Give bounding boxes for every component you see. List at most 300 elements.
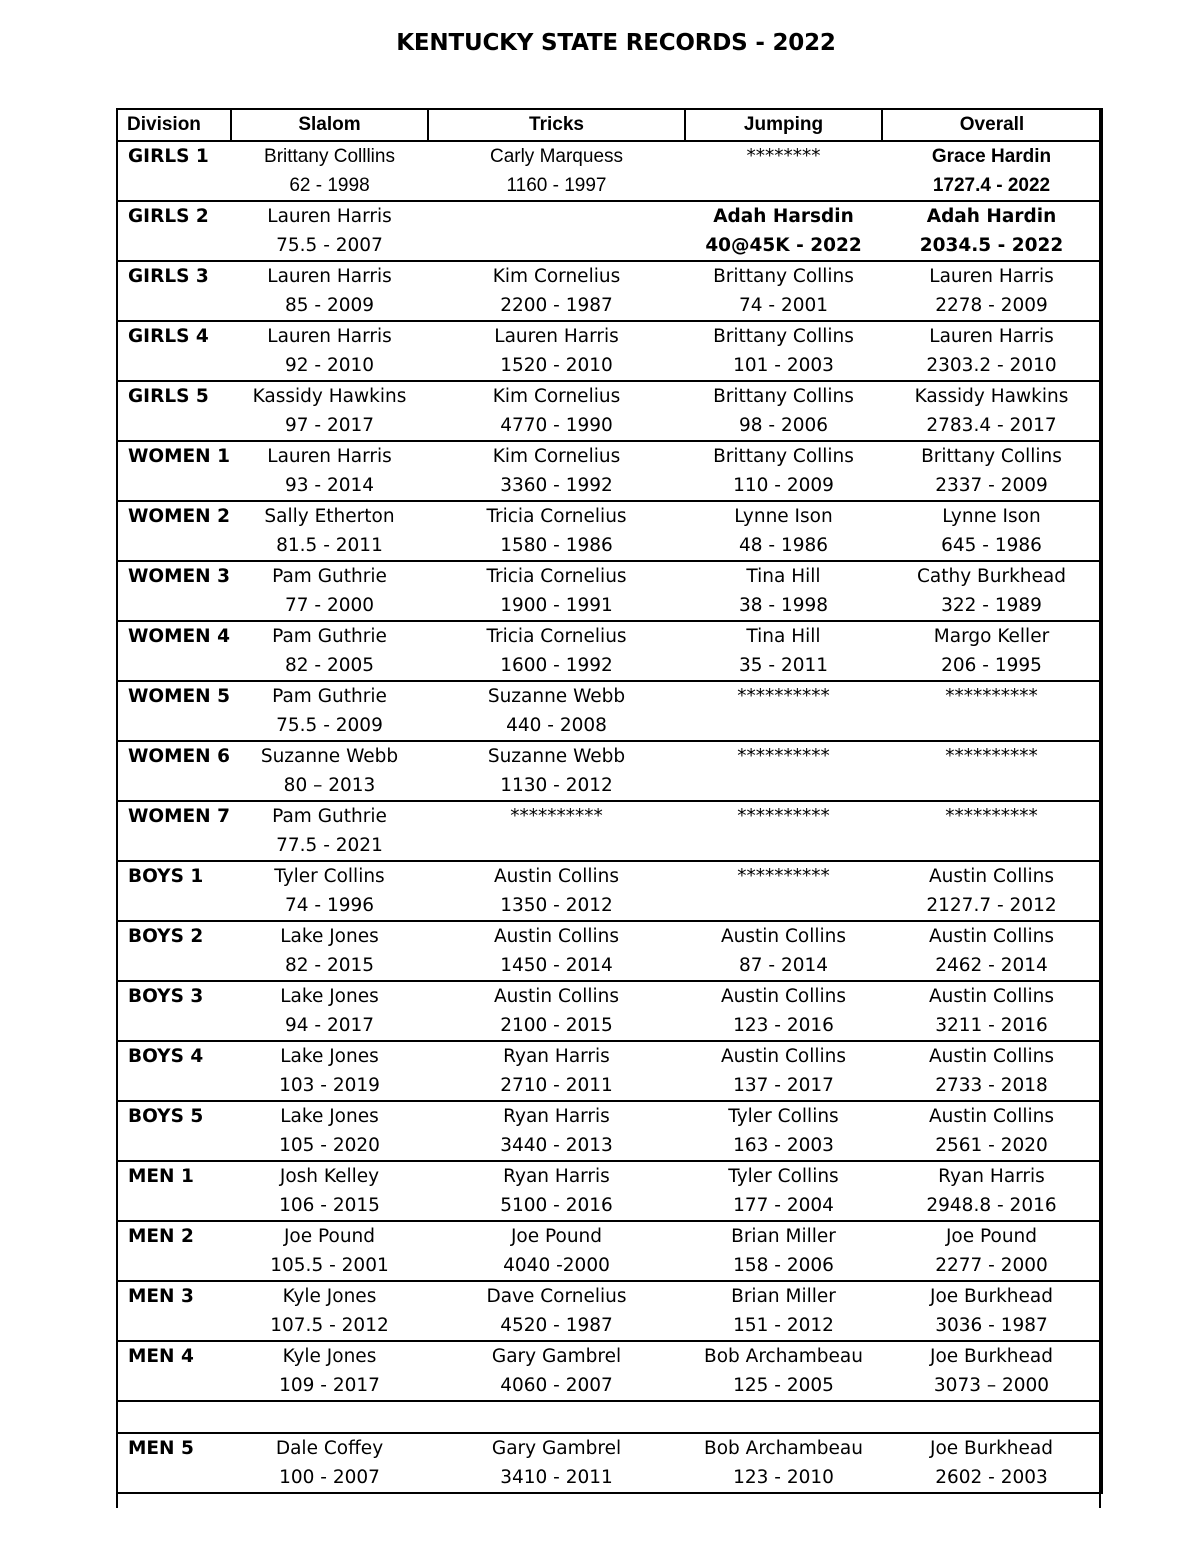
header-overall: Overall [882,109,1102,141]
slalom-cell [231,1101,428,1161]
jumping-cell [685,261,882,321]
tricks-holder [428,202,685,231]
overall-cell [882,621,1102,681]
jumping-score: 48 - 1986 [738,535,829,556]
table-row [117,801,1102,861]
tricks-holder: Austin Collins [493,986,620,1007]
jumping-score [685,711,882,740]
slalom-cell [231,981,428,1041]
tricks-holder: Tricia Cornelius [486,626,627,647]
tricks-score: 4770 - 1990 [500,415,613,436]
tricks-score: 4520 - 1987 [500,1315,613,1336]
slalom-cell [231,801,428,861]
slalom-score: 105 - 2020 [279,1135,380,1156]
tricks-cell [428,1041,685,1101]
slalom-score: 75.5 - 2007 [276,235,383,256]
overall-holder: ********** [945,746,1038,767]
tricks-cell [428,141,685,201]
tricks-holder: Ryan Harris [503,1106,610,1127]
jumping-cell [685,141,882,201]
slalom-holder: Kyle Jones [282,1346,377,1367]
jumping-score: 74 - 2001 [738,295,829,316]
jumping-cell [685,741,882,801]
overall-score [882,711,1101,740]
tricks-holder: Kim Cornelius [492,446,621,467]
header-jumping: Jumping [685,109,882,141]
jumping-holder: Austin Collins [720,986,847,1007]
slalom-cell [231,321,428,381]
tricks-holder: Tricia Cornelius [486,506,627,527]
slalom-score: 100 - 2007 [279,1467,380,1488]
table-row [117,381,1102,441]
tricks-holder: Suzanne Webb [487,686,626,707]
jumping-holder: Tina Hill [746,626,821,647]
slalom-cell [231,1221,428,1281]
overall-cell [882,321,1102,381]
overall-cell [882,981,1102,1041]
slalom-cell [231,501,428,561]
jumping-holder: Bob Archambeau [704,1346,863,1367]
overall-score: 3073 – 2000 [933,1375,1050,1396]
tricks-score: 3410 - 2011 [500,1467,613,1488]
division-cell: BOYS 2 [117,921,231,981]
jumping-holder: ******** [746,146,821,167]
tricks-holder: Ryan Harris [503,1046,610,1067]
overall-cell [882,921,1102,981]
table-row [117,921,1102,981]
jumping-cell [685,1161,882,1221]
jumping-holder: Adah Harsdin [713,206,854,227]
jumping-cell [685,1221,882,1281]
jumping-cell [685,981,882,1041]
tricks-cell [428,201,685,261]
division-cell: WOMEN 7 [117,801,231,861]
tricks-cell [428,1161,685,1221]
overall-cell [882,1101,1102,1161]
jumping-score: 137 - 2017 [733,1075,834,1096]
tricks-score [428,231,685,260]
slalom-holder: Brittany Colllins [264,146,395,167]
tricks-cell [428,381,685,441]
overall-holder: Austin Collins [928,866,1055,887]
slalom-cell [231,681,428,741]
division-cell: WOMEN 6 [117,741,231,801]
tricks-holder: Dave Cornelius [486,1286,627,1307]
slalom-cell [231,1341,428,1401]
overall-score: 3036 - 1987 [935,1315,1048,1336]
division-cell: GIRLS 3 [117,261,231,321]
overall-cell [882,1341,1102,1401]
overall-cell [882,261,1102,321]
spacer-cell [882,1401,1102,1433]
tricks-score: 1520 - 2010 [500,355,613,376]
slalom-holder: Pam Guthrie [272,566,387,587]
overall-cell [882,561,1102,621]
jumping-cell [685,1433,882,1493]
tricks-score: 2100 - 2015 [500,1015,613,1036]
table-row [117,1101,1102,1161]
jumping-cell [685,681,882,741]
slalom-cell [231,1161,428,1221]
slalom-cell [231,741,428,801]
division-cell: WOMEN 1 [117,441,231,501]
overall-score: 322 - 1989 [941,595,1042,616]
slalom-score: 62 - 1998 [289,175,370,196]
overall-holder: Austin Collins [928,1106,1055,1127]
overall-holder: Cathy Burkhead [917,566,1066,587]
slalom-holder: Lauren Harris [267,266,392,287]
jumping-holder: ********** [737,746,830,767]
slalom-score: 105.5 - 2001 [270,1255,389,1276]
tricks-cell [428,681,685,741]
overall-score: 1727.4 - 2022 [932,175,1051,196]
tricks-holder: Austin Collins [493,926,620,947]
slalom-score: 92 - 2010 [284,355,375,376]
table-row [117,1161,1102,1221]
slalom-cell [231,921,428,981]
jumping-cell [685,1281,882,1341]
tricks-score: 4040 -2000 [503,1255,610,1276]
slalom-score: 77.5 - 2021 [276,835,383,856]
slalom-holder: Lake Jones [280,986,379,1007]
tricks-cell [428,921,685,981]
overall-cell [882,1221,1102,1281]
table-row [117,741,1102,801]
table-row [117,1221,1102,1281]
overall-cell [882,141,1102,201]
tricks-score: 1600 - 1992 [500,655,613,676]
jumping-cell [685,321,882,381]
overall-holder: ********** [945,686,1038,707]
tricks-cell [428,1341,685,1401]
table-row [117,621,1102,681]
tricks-score: 1900 - 1991 [500,595,613,616]
overall-cell [882,681,1102,741]
spacer-cell [685,1401,882,1433]
jumping-holder: Tyler Collins [728,1166,839,1187]
slalom-score: 82 - 2005 [284,655,375,676]
overall-score: 2783.4 - 2017 [926,415,1057,436]
table-row [117,441,1102,501]
table-row [117,141,1102,201]
division-cell: MEN 3 [117,1281,231,1341]
tricks-holder: Suzanne Webb [487,746,626,767]
slalom-holder: Lake Jones [280,1046,379,1067]
jumping-score [685,771,882,800]
slalom-cell [231,621,428,681]
slalom-score: 74 - 1996 [284,895,375,916]
tricks-holder: Austin Collins [493,866,620,887]
slalom-cell [231,1281,428,1341]
table-row [117,1433,1102,1493]
overall-cell [882,1433,1102,1493]
tricks-score: 1580 - 1986 [500,535,613,556]
division-cell: GIRLS 1 [117,141,231,201]
slalom-score: 107.5 - 2012 [270,1315,389,1336]
slalom-holder: Sally Etherton [264,506,395,527]
spacer-row [117,1401,1102,1433]
jumping-cell [685,801,882,861]
jumping-cell [685,501,882,561]
overall-cell [882,381,1102,441]
jumping-score: 40@45K - 2022 [705,235,862,256]
overall-cell [882,1161,1102,1221]
jumping-cell [685,561,882,621]
slalom-score: 94 - 2017 [284,1015,375,1036]
division-cell: BOYS 5 [117,1101,231,1161]
jumping-holder: ********** [737,866,830,887]
overall-holder: Austin Collins [928,1046,1055,1067]
division-cell: GIRLS 5 [117,381,231,441]
overall-score: 2277 - 2000 [935,1255,1048,1276]
table-row [117,1341,1102,1401]
slalom-holder: Lauren Harris [267,326,392,347]
tricks-score: 2710 - 2011 [500,1075,613,1096]
slalom-cell [231,1041,428,1101]
jumping-cell [685,921,882,981]
jumping-cell [685,1341,882,1401]
tricks-cell [428,1433,685,1493]
overall-score: 206 - 1995 [941,655,1042,676]
tricks-cell [428,861,685,921]
table-row [117,1281,1102,1341]
slalom-score: 103 - 2019 [279,1075,380,1096]
division-cell: BOYS 4 [117,1041,231,1101]
division-cell: MEN 4 [117,1341,231,1401]
jumping-score [685,831,882,860]
overall-holder: Joe Burkhead [930,1286,1053,1307]
slalom-score: 93 - 2014 [284,475,375,496]
jumping-score: 123 - 2010 [733,1467,834,1488]
tricks-holder: Tricia Cornelius [486,566,627,587]
slalom-score: 106 - 2015 [279,1195,380,1216]
jumping-holder: ********** [737,686,830,707]
overall-holder: Joe Burkhead [930,1438,1053,1459]
tricks-score: 2200 - 1987 [500,295,613,316]
table-row [117,681,1102,741]
header-tricks: Tricks [428,109,685,141]
slalom-holder: Lauren Harris [267,446,392,467]
jumping-cell [685,1101,882,1161]
jumping-score: 177 - 2004 [733,1195,834,1216]
tricks-score: 1130 - 2012 [500,775,613,796]
tricks-score: 440 - 2008 [506,715,607,736]
overall-score: 2337 - 2009 [935,475,1048,496]
spacer-cell [117,1401,231,1433]
tricks-cell [428,561,685,621]
page-title: KENTUCKY STATE RECORDS - 2022 [396,30,836,56]
slalom-cell [231,201,428,261]
slalom-score: 97 - 2017 [284,415,375,436]
tricks-score: 1450 - 2014 [500,955,613,976]
slalom-holder: Pam Guthrie [272,806,387,827]
tricks-cell [428,741,685,801]
overall-cell [882,861,1102,921]
overall-score: 2561 - 2020 [935,1135,1048,1156]
slalom-holder: Josh Kelley [279,1166,380,1187]
slalom-score: 109 - 2017 [279,1375,380,1396]
tricks-holder: Gary Gambrel [491,1438,622,1459]
overall-cell [882,801,1102,861]
tricks-score: 1350 - 2012 [500,895,613,916]
overall-holder: Austin Collins [928,926,1055,947]
jumping-holder: Austin Collins [720,926,847,947]
jumping-score: 87 - 2014 [738,955,829,976]
jumping-score [685,891,882,920]
overall-score [882,831,1101,860]
jumping-holder: Bob Archambeau [704,1438,863,1459]
overall-holder: Lauren Harris [929,266,1054,287]
tricks-cell [428,1221,685,1281]
jumping-holder: Tina Hill [746,566,821,587]
jumping-cell [685,201,882,261]
tricks-cell [428,261,685,321]
table-row [117,981,1102,1041]
header-row [117,109,1102,141]
slalom-holder: Pam Guthrie [272,686,387,707]
tricks-cell [428,1101,685,1161]
slalom-cell [231,261,428,321]
jumping-holder: Lynne Ison [734,506,833,527]
jumping-cell [685,621,882,681]
slalom-holder: Lake Jones [280,1106,379,1127]
overall-holder: Grace Hardin [931,146,1052,167]
jumping-score [685,171,882,200]
overall-holder: Ryan Harris [938,1166,1045,1187]
overall-cell [882,501,1102,561]
overall-holder: Joe Pound [945,1226,1038,1247]
overall-score: 2034.5 - 2022 [919,235,1064,256]
division-cell: BOYS 1 [117,861,231,921]
tricks-holder: Gary Gambrel [491,1346,622,1367]
jumping-cell [685,1041,882,1101]
slalom-holder: Pam Guthrie [272,626,387,647]
overall-score: 3211 - 2016 [935,1015,1048,1036]
overall-score: 2303.2 - 2010 [926,355,1057,376]
slalom-cell [231,561,428,621]
slalom-holder: Kassidy Hawkins [252,386,407,407]
jumping-holder: Brittany Collins [713,446,854,467]
overall-holder: Margo Keller [933,626,1050,647]
division-cell: WOMEN 3 [117,561,231,621]
tricks-cell [428,801,685,861]
tricks-holder: Lauren Harris [494,326,619,347]
slalom-holder: Lauren Harris [267,206,392,227]
jumping-score: 163 - 2003 [733,1135,834,1156]
table-row [117,561,1102,621]
tricks-score [428,831,685,860]
jumping-score: 38 - 1998 [738,595,829,616]
spacer-cell [428,1401,685,1433]
tricks-cell [428,981,685,1041]
tricks-score: 3440 - 2013 [500,1135,613,1156]
tricks-holder: Kim Cornelius [492,386,621,407]
division-cell: WOMEN 4 [117,621,231,681]
jumping-cell [685,861,882,921]
division-cell: WOMEN 5 [117,681,231,741]
tricks-holder: Carly Marquess [489,146,624,167]
slalom-cell [231,861,428,921]
overall-holder: Lynne Ison [942,506,1041,527]
slalom-cell [231,381,428,441]
overall-cell [882,201,1102,261]
jumping-holder: Brittany Collins [713,326,854,347]
overall-holder: ********** [945,806,1038,827]
slalom-holder: Suzanne Webb [260,746,399,767]
tricks-cell [428,321,685,381]
jumping-score: 125 - 2005 [733,1375,834,1396]
overall-cell [882,441,1102,501]
division-cell: MEN 2 [117,1221,231,1281]
overall-score: 2127.7 - 2012 [926,895,1057,916]
table-row [117,861,1102,921]
slalom-score: 85 - 2009 [284,295,375,316]
jumping-holder: Brittany Collins [713,266,854,287]
table-row [117,1041,1102,1101]
slalom-score: 82 - 2015 [284,955,375,976]
tricks-cell [428,441,685,501]
tricks-score: 5100 - 2016 [500,1195,613,1216]
records-table [116,108,1103,1494]
table-row [117,321,1102,381]
tricks-cell [428,1281,685,1341]
overall-holder: Lauren Harris [929,326,1054,347]
overall-score: 645 - 1986 [941,535,1042,556]
slalom-cell [231,141,428,201]
slalom-holder: Kyle Jones [282,1286,377,1307]
slalom-holder: Lake Jones [280,926,379,947]
tricks-holder: Kim Cornelius [492,266,621,287]
overall-cell [882,741,1102,801]
tricks-cell [428,621,685,681]
jumping-score: 151 - 2012 [733,1315,834,1336]
overall-score: 2733 - 2018 [935,1075,1048,1096]
tricks-score: 1160 - 1997 [506,175,607,196]
tricks-score: 4060 - 2007 [500,1375,613,1396]
overall-holder: Adah Hardin [926,206,1057,227]
overall-holder: Kassidy Hawkins [914,386,1069,407]
division-cell: MEN 5 [117,1433,231,1493]
jumping-holder: Brian Miller [731,1286,836,1307]
overall-cell [882,1281,1102,1341]
overall-score [882,771,1101,800]
tricks-holder: ********** [510,806,603,827]
tricks-cell [428,501,685,561]
header-division: Division [117,109,231,141]
slalom-cell [231,441,428,501]
table-row [117,201,1102,261]
jumping-score: 101 - 2003 [733,355,834,376]
jumping-holder: Brittany Collins [713,386,854,407]
table-row [117,261,1102,321]
slalom-holder: Joe Pound [283,1226,376,1247]
division-cell: GIRLS 2 [117,201,231,261]
division-cell: WOMEN 2 [117,501,231,561]
overall-holder: Austin Collins [928,986,1055,1007]
spacer-cell [231,1401,428,1433]
division-cell: BOYS 3 [117,981,231,1041]
tricks-score: 3360 - 1992 [500,475,613,496]
slalom-cell [231,1433,428,1493]
jumping-score: 35 - 2011 [738,655,829,676]
jumping-holder: Austin Collins [720,1046,847,1067]
overall-score: 2602 - 2003 [935,1467,1048,1488]
slalom-score: 81.5 - 2011 [276,535,383,556]
jumping-cell [685,441,882,501]
jumping-score: 110 - 2009 [733,475,834,496]
jumping-score: 98 - 2006 [738,415,829,436]
jumping-holder: ********** [737,806,830,827]
